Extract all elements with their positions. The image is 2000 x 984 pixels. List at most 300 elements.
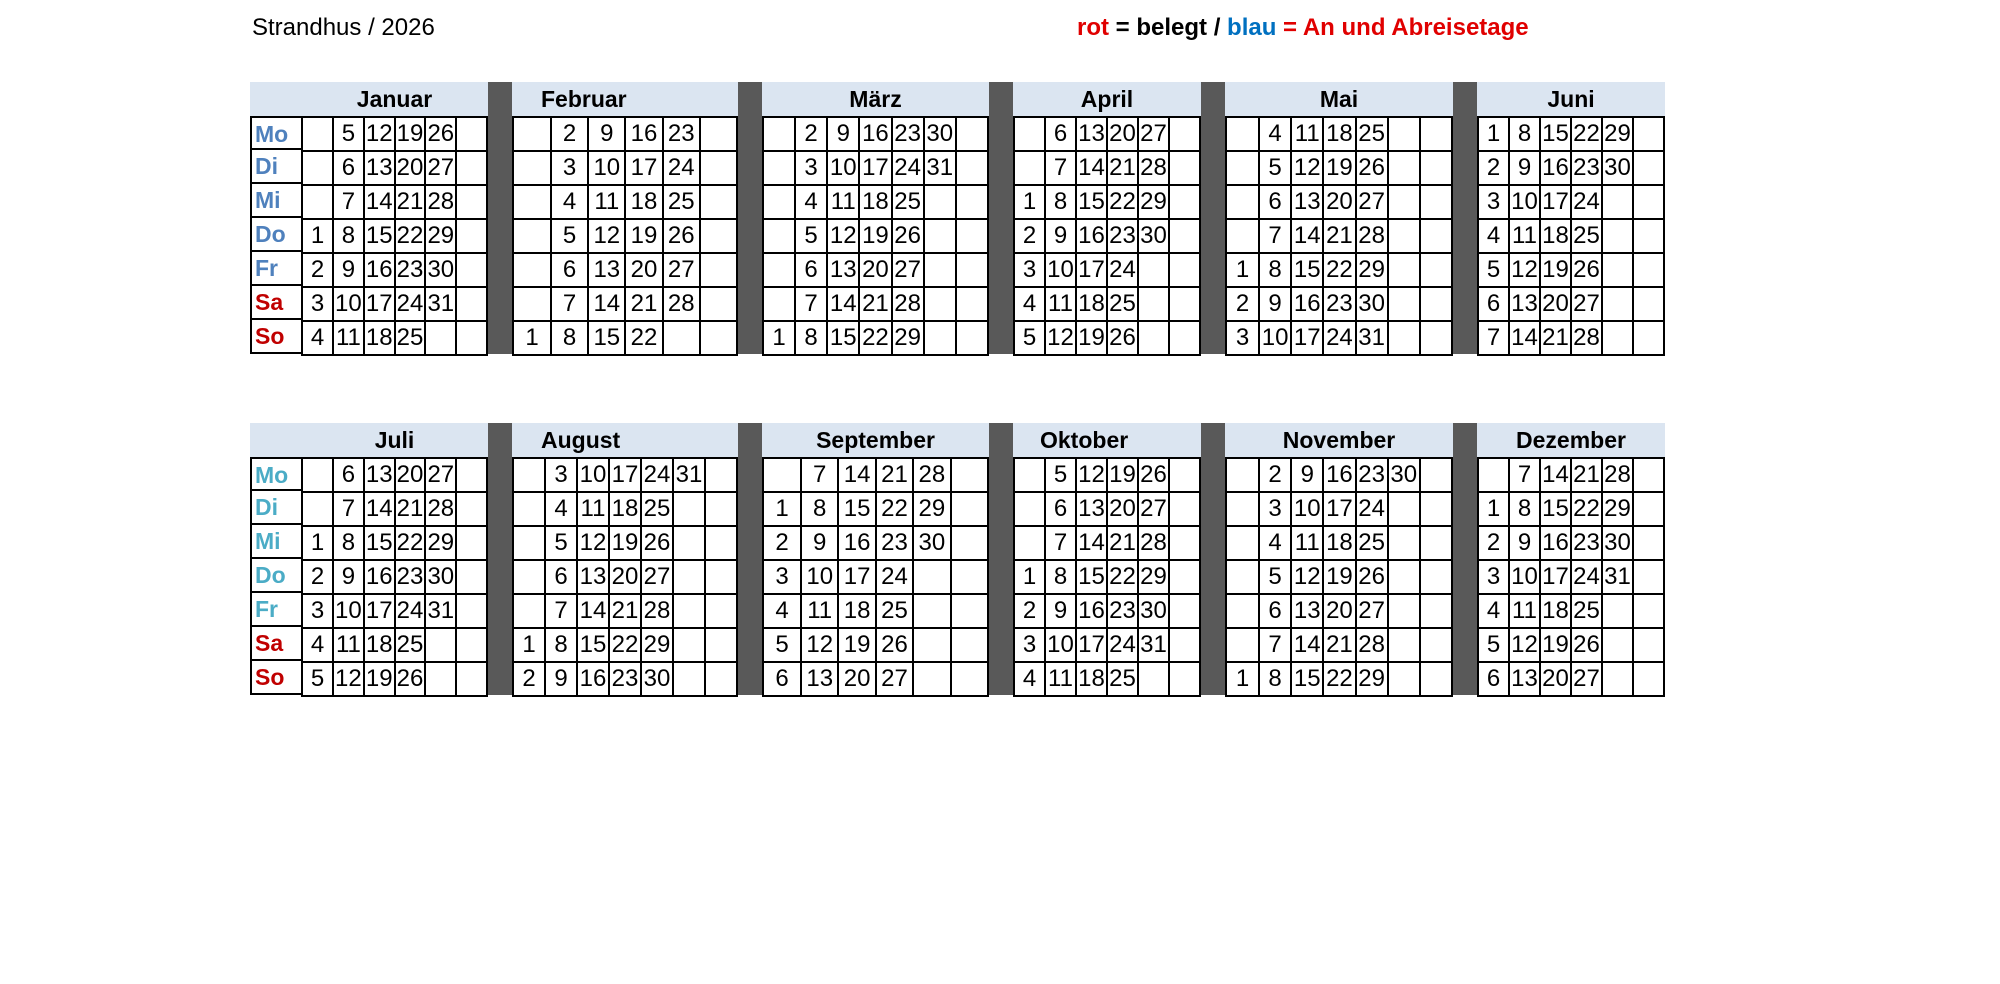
day-cell[interactable]: 23 xyxy=(1572,152,1603,186)
day-cell[interactable] xyxy=(1421,288,1453,322)
day-cell[interactable] xyxy=(1634,527,1665,561)
day-cell[interactable] xyxy=(1227,220,1260,254)
day-cell[interactable]: 18 xyxy=(860,186,892,220)
day-cell[interactable] xyxy=(1421,322,1453,356)
day-cell[interactable]: 25 xyxy=(642,493,674,527)
day-cell[interactable]: 14 xyxy=(1077,152,1108,186)
day-cell[interactable]: 16 xyxy=(1541,152,1572,186)
day-cell[interactable]: 11 xyxy=(802,595,839,629)
day-cell[interactable] xyxy=(1389,118,1421,152)
day-cell[interactable]: 22 xyxy=(860,322,892,356)
day-cell[interactable]: 31 xyxy=(925,152,957,186)
day-cell[interactable]: 6 xyxy=(334,459,365,493)
day-cell[interactable] xyxy=(303,493,334,527)
day-cell[interactable]: 20 xyxy=(1541,288,1572,322)
day-cell[interactable] xyxy=(1634,288,1665,322)
day-cell[interactable]: 4 xyxy=(1015,663,1046,697)
day-cell[interactable] xyxy=(957,118,989,152)
day-cell[interactable]: 26 xyxy=(893,220,925,254)
day-cell[interactable]: 18 xyxy=(626,186,663,220)
day-cell[interactable]: 9 xyxy=(334,254,365,288)
day-cell[interactable]: 15 xyxy=(589,322,626,356)
day-cell[interactable] xyxy=(457,493,488,527)
day-cell[interactable] xyxy=(701,220,738,254)
day-cell[interactable] xyxy=(1634,629,1665,663)
day-cell[interactable]: 23 xyxy=(893,118,925,152)
day-cell[interactable]: 20 xyxy=(1108,493,1139,527)
day-cell[interactable]: 8 xyxy=(802,493,839,527)
day-cell[interactable]: 18 xyxy=(610,493,642,527)
day-cell[interactable] xyxy=(457,629,488,663)
day-cell[interactable] xyxy=(514,186,552,220)
day-cell[interactable]: 21 xyxy=(396,186,427,220)
day-cell[interactable] xyxy=(514,561,546,595)
day-cell[interactable]: 11 xyxy=(1046,663,1077,697)
day-cell[interactable] xyxy=(514,527,546,561)
day-cell[interactable]: 5 xyxy=(1046,459,1077,493)
day-cell[interactable]: 10 xyxy=(1292,493,1324,527)
day-cell[interactable]: 14 xyxy=(365,493,396,527)
day-cell[interactable]: 30 xyxy=(426,561,457,595)
day-cell[interactable]: 14 xyxy=(1510,322,1541,356)
day-cell[interactable]: 21 xyxy=(860,288,892,322)
day-cell[interactable]: 26 xyxy=(642,527,674,561)
day-cell[interactable]: 8 xyxy=(1046,186,1077,220)
day-cell[interactable] xyxy=(764,220,796,254)
day-cell[interactable]: 7 xyxy=(1510,459,1541,493)
day-cell[interactable]: 15 xyxy=(1077,186,1108,220)
day-cell[interactable]: 31 xyxy=(426,288,457,322)
day-cell[interactable]: 17 xyxy=(839,561,876,595)
day-cell[interactable]: 29 xyxy=(1603,493,1634,527)
day-cell[interactable] xyxy=(1170,118,1201,152)
day-cell[interactable]: 5 xyxy=(1015,322,1046,356)
day-cell[interactable]: 18 xyxy=(1077,663,1108,697)
day-cell[interactable] xyxy=(706,493,738,527)
day-cell[interactable]: 13 xyxy=(589,254,626,288)
day-cell[interactable] xyxy=(1227,561,1260,595)
day-cell[interactable]: 8 xyxy=(1510,118,1541,152)
day-cell[interactable]: 15 xyxy=(578,629,610,663)
day-cell[interactable]: 15 xyxy=(839,493,876,527)
day-cell[interactable]: 3 xyxy=(1479,561,1510,595)
day-cell[interactable]: 6 xyxy=(1046,118,1077,152)
day-cell[interactable] xyxy=(1170,493,1201,527)
day-cell[interactable]: 20 xyxy=(610,561,642,595)
day-cell[interactable] xyxy=(303,186,334,220)
day-cell[interactable]: 19 xyxy=(1541,629,1572,663)
day-cell[interactable] xyxy=(1603,629,1634,663)
day-cell[interactable]: 26 xyxy=(396,663,427,697)
day-cell[interactable]: 16 xyxy=(365,561,396,595)
day-cell[interactable]: 1 xyxy=(514,629,546,663)
day-cell[interactable] xyxy=(1634,595,1665,629)
day-cell[interactable]: 20 xyxy=(839,663,876,697)
day-cell[interactable]: 30 xyxy=(1139,220,1170,254)
day-cell[interactable] xyxy=(1139,322,1170,356)
day-cell[interactable]: 4 xyxy=(303,322,334,356)
day-cell[interactable]: 29 xyxy=(1357,254,1389,288)
day-cell[interactable]: 22 xyxy=(1108,561,1139,595)
day-cell[interactable]: 12 xyxy=(828,220,860,254)
day-cell[interactable]: 18 xyxy=(365,629,396,663)
day-cell[interactable] xyxy=(952,663,989,697)
day-cell[interactable]: 30 xyxy=(642,663,674,697)
day-cell[interactable]: 2 xyxy=(1479,152,1510,186)
day-cell[interactable]: 10 xyxy=(334,288,365,322)
day-cell[interactable] xyxy=(1634,663,1665,697)
day-cell[interactable]: 15 xyxy=(1541,493,1572,527)
day-cell[interactable]: 11 xyxy=(334,322,365,356)
day-cell[interactable] xyxy=(952,629,989,663)
day-cell[interactable]: 2 xyxy=(1260,459,1292,493)
day-cell[interactable] xyxy=(457,118,488,152)
day-cell[interactable]: 29 xyxy=(914,493,951,527)
day-cell[interactable]: 14 xyxy=(1292,629,1324,663)
day-cell[interactable] xyxy=(1634,152,1665,186)
day-cell[interactable]: 18 xyxy=(1324,527,1356,561)
day-cell[interactable]: 11 xyxy=(1510,595,1541,629)
day-cell[interactable]: 18 xyxy=(1541,595,1572,629)
day-cell[interactable] xyxy=(514,152,552,186)
day-cell[interactable]: 4 xyxy=(546,493,578,527)
day-cell[interactable]: 7 xyxy=(1479,322,1510,356)
day-cell[interactable] xyxy=(514,288,552,322)
day-cell[interactable]: 22 xyxy=(1324,663,1356,697)
day-cell[interactable]: 10 xyxy=(1046,254,1077,288)
day-cell[interactable] xyxy=(701,152,738,186)
day-cell[interactable] xyxy=(1015,118,1046,152)
day-cell[interactable] xyxy=(1421,493,1453,527)
day-cell[interactable]: 12 xyxy=(1292,152,1324,186)
day-cell[interactable]: 2 xyxy=(796,118,828,152)
day-cell[interactable]: 23 xyxy=(877,527,914,561)
day-cell[interactable] xyxy=(1421,254,1453,288)
day-cell[interactable]: 24 xyxy=(1108,254,1139,288)
day-cell[interactable]: 20 xyxy=(860,254,892,288)
day-cell[interactable]: 2 xyxy=(764,527,802,561)
day-cell[interactable] xyxy=(514,493,546,527)
day-cell[interactable]: 1 xyxy=(1479,493,1510,527)
day-cell[interactable] xyxy=(1634,459,1665,493)
day-cell[interactable]: 28 xyxy=(642,595,674,629)
day-cell[interactable]: 11 xyxy=(1292,527,1324,561)
day-cell[interactable]: 26 xyxy=(1572,629,1603,663)
day-cell[interactable]: 13 xyxy=(365,459,396,493)
day-cell[interactable]: 9 xyxy=(828,118,860,152)
day-cell[interactable]: 4 xyxy=(764,595,802,629)
day-cell[interactable]: 31 xyxy=(426,595,457,629)
day-cell[interactable]: 16 xyxy=(626,118,663,152)
day-cell[interactable]: 18 xyxy=(839,595,876,629)
day-cell[interactable]: 28 xyxy=(1139,152,1170,186)
day-cell[interactable]: 19 xyxy=(365,663,396,697)
day-cell[interactable]: 4 xyxy=(303,629,334,663)
day-cell[interactable]: 24 xyxy=(664,152,701,186)
day-cell[interactable]: 5 xyxy=(1479,254,1510,288)
day-cell[interactable]: 29 xyxy=(893,322,925,356)
day-cell[interactable]: 28 xyxy=(1139,527,1170,561)
day-cell[interactable]: 2 xyxy=(514,663,546,697)
day-cell[interactable]: 28 xyxy=(914,459,951,493)
day-cell[interactable] xyxy=(914,663,951,697)
day-cell[interactable] xyxy=(925,254,957,288)
day-cell[interactable] xyxy=(706,629,738,663)
day-cell[interactable]: 21 xyxy=(1108,527,1139,561)
day-cell[interactable]: 27 xyxy=(426,152,457,186)
day-cell[interactable]: 9 xyxy=(1292,459,1324,493)
day-cell[interactable] xyxy=(957,186,989,220)
day-cell[interactable]: 29 xyxy=(426,527,457,561)
day-cell[interactable]: 3 xyxy=(1227,322,1260,356)
day-cell[interactable]: 25 xyxy=(396,629,427,663)
day-cell[interactable]: 20 xyxy=(1324,186,1356,220)
day-cell[interactable]: 24 xyxy=(396,595,427,629)
day-cell[interactable]: 22 xyxy=(1572,118,1603,152)
day-cell[interactable]: 17 xyxy=(860,152,892,186)
day-cell[interactable]: 10 xyxy=(334,595,365,629)
day-cell[interactable] xyxy=(957,288,989,322)
day-cell[interactable]: 13 xyxy=(802,663,839,697)
day-cell[interactable]: 31 xyxy=(1139,629,1170,663)
day-cell[interactable]: 3 xyxy=(1015,254,1046,288)
day-cell[interactable]: 22 xyxy=(1108,186,1139,220)
day-cell[interactable]: 16 xyxy=(365,254,396,288)
day-cell[interactable]: 6 xyxy=(1479,663,1510,697)
day-cell[interactable]: 24 xyxy=(396,288,427,322)
day-cell[interactable] xyxy=(1634,118,1665,152)
day-cell[interactable]: 21 xyxy=(626,288,663,322)
day-cell[interactable] xyxy=(706,595,738,629)
day-cell[interactable]: 29 xyxy=(1139,561,1170,595)
day-cell[interactable]: 17 xyxy=(1292,322,1324,356)
day-cell[interactable] xyxy=(1015,493,1046,527)
day-cell[interactable] xyxy=(664,322,701,356)
day-cell[interactable]: 6 xyxy=(1260,595,1292,629)
day-cell[interactable]: 9 xyxy=(589,118,626,152)
day-cell[interactable] xyxy=(674,663,706,697)
day-cell[interactable] xyxy=(914,595,951,629)
day-cell[interactable] xyxy=(1421,220,1453,254)
day-cell[interactable] xyxy=(674,561,706,595)
day-cell[interactable] xyxy=(1170,595,1201,629)
day-cell[interactable]: 13 xyxy=(1510,663,1541,697)
day-cell[interactable]: 5 xyxy=(1260,561,1292,595)
day-cell[interactable] xyxy=(303,152,334,186)
day-cell[interactable] xyxy=(1139,288,1170,322)
day-cell[interactable]: 31 xyxy=(1603,561,1634,595)
day-cell[interactable]: 26 xyxy=(1572,254,1603,288)
day-cell[interactable]: 10 xyxy=(1260,322,1292,356)
day-cell[interactable]: 8 xyxy=(552,322,589,356)
day-cell[interactable]: 10 xyxy=(589,152,626,186)
day-cell[interactable]: 12 xyxy=(589,220,626,254)
day-cell[interactable] xyxy=(1389,493,1421,527)
day-cell[interactable]: 24 xyxy=(1572,186,1603,220)
day-cell[interactable] xyxy=(706,459,738,493)
day-cell[interactable]: 4 xyxy=(796,186,828,220)
day-cell[interactable] xyxy=(1634,186,1665,220)
day-cell[interactable]: 15 xyxy=(1292,254,1324,288)
day-cell[interactable]: 29 xyxy=(1603,118,1634,152)
day-cell[interactable]: 7 xyxy=(1260,220,1292,254)
day-cell[interactable]: 19 xyxy=(396,118,427,152)
day-cell[interactable] xyxy=(1389,220,1421,254)
day-cell[interactable]: 2 xyxy=(303,561,334,595)
day-cell[interactable] xyxy=(1603,288,1634,322)
day-cell[interactable]: 12 xyxy=(578,527,610,561)
day-cell[interactable]: 28 xyxy=(1572,322,1603,356)
day-cell[interactable] xyxy=(1227,118,1260,152)
day-cell[interactable]: 28 xyxy=(893,288,925,322)
day-cell[interactable]: 26 xyxy=(664,220,701,254)
day-cell[interactable] xyxy=(457,527,488,561)
day-cell[interactable] xyxy=(1170,322,1201,356)
day-cell[interactable]: 29 xyxy=(642,629,674,663)
day-cell[interactable]: 20 xyxy=(396,459,427,493)
day-cell[interactable]: 4 xyxy=(1479,220,1510,254)
day-cell[interactable]: 30 xyxy=(1139,595,1170,629)
day-cell[interactable]: 8 xyxy=(1260,254,1292,288)
day-cell[interactable]: 4 xyxy=(1260,118,1292,152)
day-cell[interactable]: 6 xyxy=(1479,288,1510,322)
day-cell[interactable]: 10 xyxy=(1510,186,1541,220)
day-cell[interactable]: 7 xyxy=(796,288,828,322)
day-cell[interactable]: 18 xyxy=(1541,220,1572,254)
day-cell[interactable]: 5 xyxy=(546,527,578,561)
day-cell[interactable]: 19 xyxy=(1108,459,1139,493)
day-cell[interactable] xyxy=(764,152,796,186)
day-cell[interactable]: 14 xyxy=(828,288,860,322)
day-cell[interactable]: 8 xyxy=(546,629,578,663)
day-cell[interactable] xyxy=(1015,152,1046,186)
day-cell[interactable]: 28 xyxy=(1603,459,1634,493)
day-cell[interactable] xyxy=(1479,459,1510,493)
day-cell[interactable]: 4 xyxy=(1479,595,1510,629)
day-cell[interactable] xyxy=(457,186,488,220)
day-cell[interactable]: 27 xyxy=(1139,493,1170,527)
day-cell[interactable]: 5 xyxy=(552,220,589,254)
day-cell[interactable] xyxy=(952,527,989,561)
day-cell[interactable]: 6 xyxy=(1046,493,1077,527)
day-cell[interactable] xyxy=(701,322,738,356)
day-cell[interactable]: 23 xyxy=(610,663,642,697)
day-cell[interactable]: 26 xyxy=(1357,561,1389,595)
day-cell[interactable]: 4 xyxy=(1260,527,1292,561)
day-cell[interactable]: 8 xyxy=(1046,561,1077,595)
day-cell[interactable]: 7 xyxy=(334,186,365,220)
day-cell[interactable]: 25 xyxy=(1108,663,1139,697)
day-cell[interactable] xyxy=(706,527,738,561)
day-cell[interactable]: 11 xyxy=(589,186,626,220)
day-cell[interactable] xyxy=(1634,220,1665,254)
day-cell[interactable]: 22 xyxy=(626,322,663,356)
day-cell[interactable]: 19 xyxy=(860,220,892,254)
day-cell[interactable] xyxy=(1389,595,1421,629)
day-cell[interactable] xyxy=(1389,663,1421,697)
day-cell[interactable]: 2 xyxy=(1227,288,1260,322)
day-cell[interactable]: 27 xyxy=(1572,663,1603,697)
day-cell[interactable]: 6 xyxy=(334,152,365,186)
day-cell[interactable]: 5 xyxy=(1479,629,1510,663)
day-cell[interactable]: 17 xyxy=(1541,186,1572,220)
day-cell[interactable] xyxy=(1170,629,1201,663)
day-cell[interactable]: 24 xyxy=(642,459,674,493)
day-cell[interactable]: 7 xyxy=(334,493,365,527)
day-cell[interactable]: 12 xyxy=(334,663,365,697)
day-cell[interactable] xyxy=(514,595,546,629)
day-cell[interactable]: 28 xyxy=(664,288,701,322)
day-cell[interactable]: 18 xyxy=(1324,118,1356,152)
day-cell[interactable]: 15 xyxy=(828,322,860,356)
day-cell[interactable]: 16 xyxy=(839,527,876,561)
day-cell[interactable]: 13 xyxy=(1077,493,1108,527)
day-cell[interactable] xyxy=(925,186,957,220)
day-cell[interactable]: 15 xyxy=(365,220,396,254)
day-cell[interactable]: 23 xyxy=(396,254,427,288)
day-cell[interactable]: 3 xyxy=(1260,493,1292,527)
day-cell[interactable]: 9 xyxy=(1510,152,1541,186)
day-cell[interactable] xyxy=(957,152,989,186)
day-cell[interactable]: 24 xyxy=(1108,629,1139,663)
day-cell[interactable]: 2 xyxy=(552,118,589,152)
day-cell[interactable]: 17 xyxy=(1077,629,1108,663)
day-cell[interactable]: 21 xyxy=(1541,322,1572,356)
day-cell[interactable] xyxy=(1421,561,1453,595)
day-cell[interactable]: 13 xyxy=(828,254,860,288)
day-cell[interactable]: 19 xyxy=(1541,254,1572,288)
day-cell[interactable]: 1 xyxy=(514,322,552,356)
day-cell[interactable] xyxy=(1227,152,1260,186)
day-cell[interactable] xyxy=(1389,322,1421,356)
day-cell[interactable] xyxy=(1227,186,1260,220)
day-cell[interactable] xyxy=(1603,220,1634,254)
day-cell[interactable] xyxy=(701,254,738,288)
day-cell[interactable] xyxy=(1389,629,1421,663)
day-cell[interactable] xyxy=(1170,663,1201,697)
day-cell[interactable] xyxy=(457,152,488,186)
day-cell[interactable] xyxy=(1389,288,1421,322)
day-cell[interactable]: 17 xyxy=(626,152,663,186)
day-cell[interactable] xyxy=(1227,493,1260,527)
day-cell[interactable]: 1 xyxy=(1015,561,1046,595)
day-cell[interactable] xyxy=(1227,595,1260,629)
day-cell[interactable] xyxy=(457,220,488,254)
day-cell[interactable] xyxy=(1603,254,1634,288)
day-cell[interactable]: 3 xyxy=(303,288,334,322)
day-cell[interactable]: 1 xyxy=(1227,663,1260,697)
day-cell[interactable]: 30 xyxy=(1389,459,1421,493)
day-cell[interactable] xyxy=(1634,561,1665,595)
day-cell[interactable]: 12 xyxy=(1510,629,1541,663)
day-cell[interactable] xyxy=(1170,186,1201,220)
day-cell[interactable] xyxy=(1015,459,1046,493)
day-cell[interactable]: 24 xyxy=(1572,561,1603,595)
day-cell[interactable]: 12 xyxy=(1077,459,1108,493)
day-cell[interactable] xyxy=(457,322,488,356)
day-cell[interactable] xyxy=(1015,527,1046,561)
day-cell[interactable]: 1 xyxy=(1015,186,1046,220)
day-cell[interactable]: 22 xyxy=(1572,493,1603,527)
day-cell[interactable] xyxy=(925,220,957,254)
day-cell[interactable]: 1 xyxy=(1479,118,1510,152)
day-cell[interactable]: 13 xyxy=(578,561,610,595)
day-cell[interactable]: 12 xyxy=(1046,322,1077,356)
day-cell[interactable]: 2 xyxy=(1015,220,1046,254)
day-cell[interactable]: 31 xyxy=(674,459,706,493)
day-cell[interactable]: 20 xyxy=(1324,595,1356,629)
day-cell[interactable]: 19 xyxy=(1324,561,1356,595)
